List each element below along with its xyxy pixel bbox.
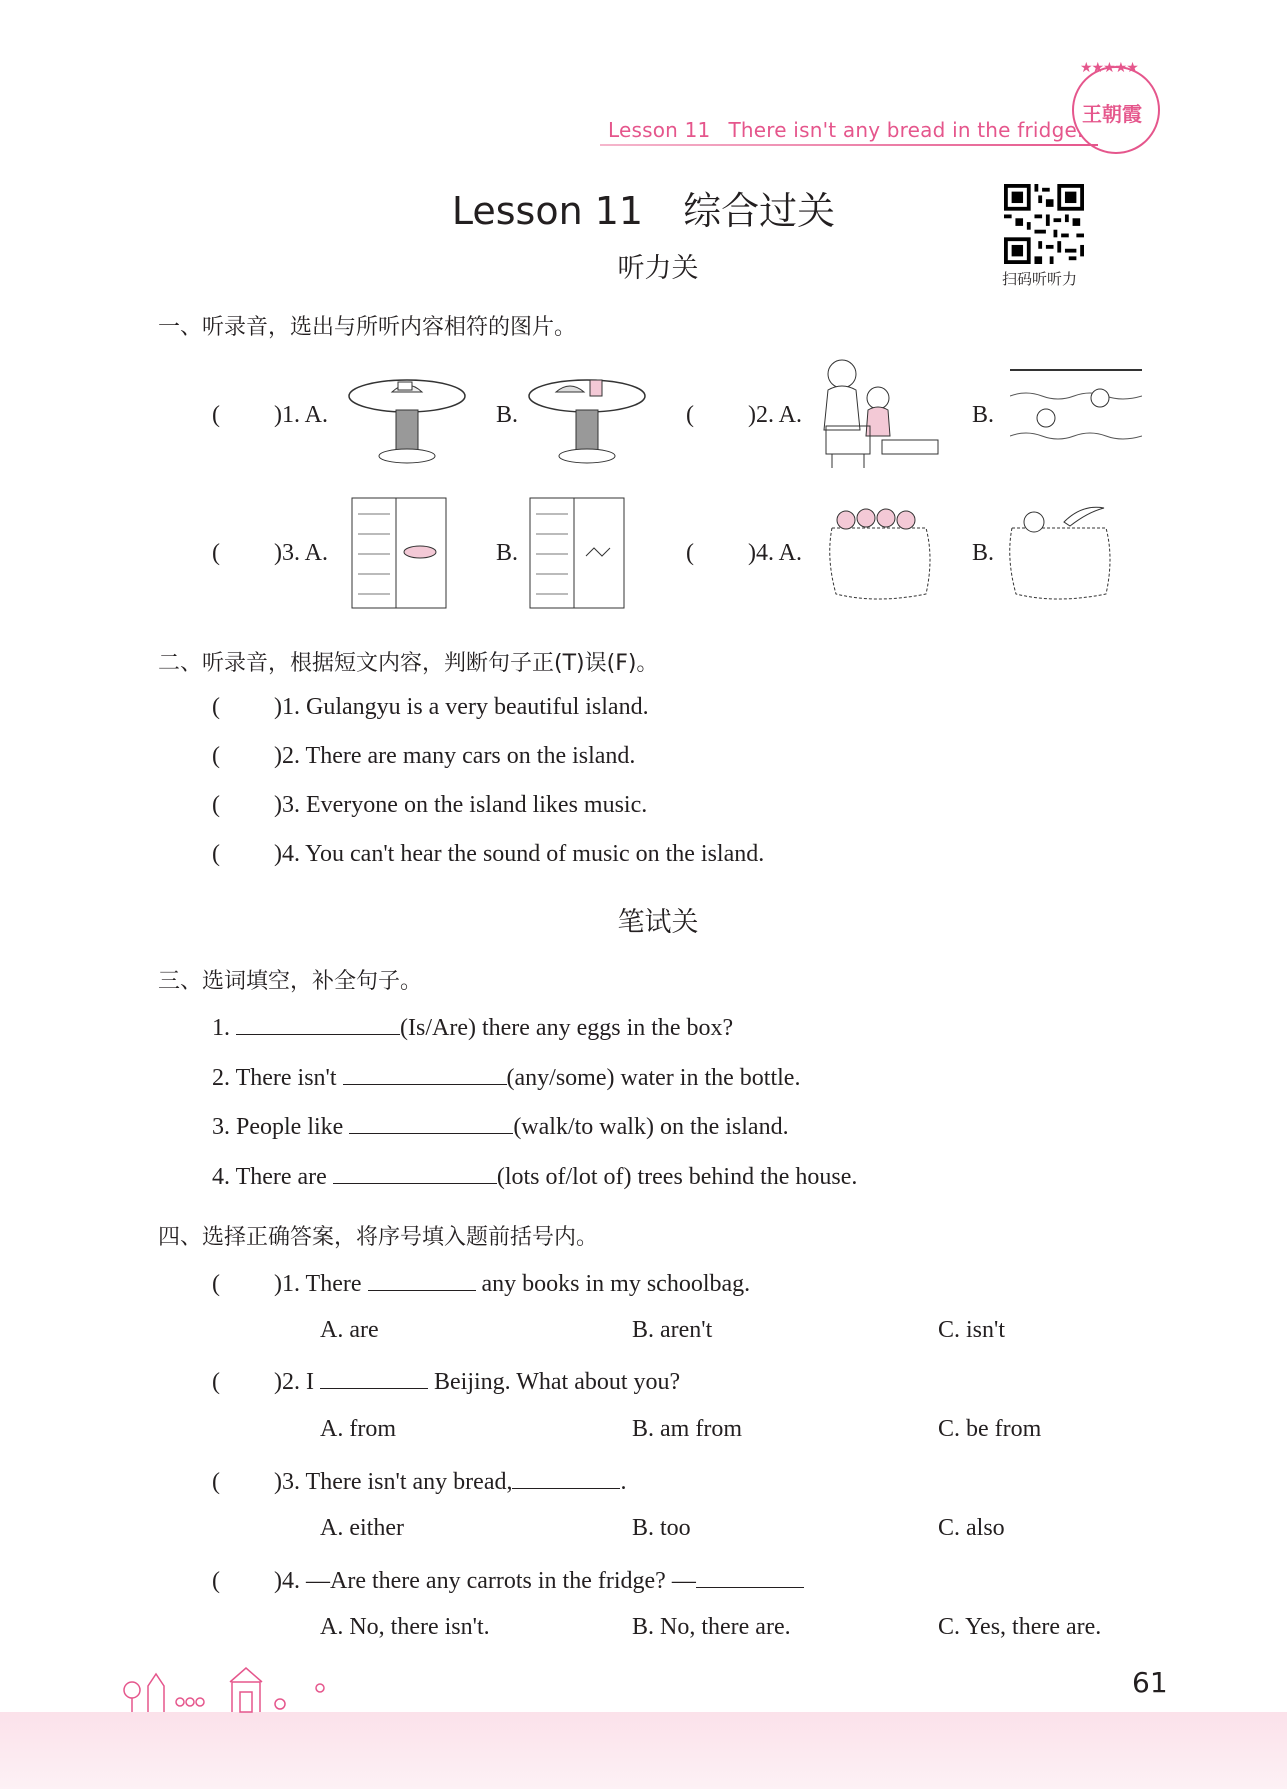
part3-item1 [212,1012,733,1042]
part1-item2-b: B. [972,402,995,428]
answer-paren-open[interactable]: ( [212,1369,220,1395]
page-number: 61 [1132,1666,1168,1699]
answer-paren-open[interactable]: ( [212,1568,220,1594]
part4-item4 [212,1565,804,1595]
writing-section-title: 笔试关 [617,907,699,938]
part1-item2 [686,402,802,429]
part1-item3-b: B. [496,540,519,566]
part4-item4-pre: )4. —Are there any carrots in the fridge? — [274,1568,696,1594]
part3-item1-post: (Is/Are) there any eggs in the box? [400,1015,734,1041]
fill-blank[interactable] [333,1161,497,1184]
running-head [608,118,1102,143]
option-b[interactable]: B. No, there are. [632,1614,791,1640]
running-head-lesson: Lesson 11 [608,118,711,142]
part1-item1-b: B. [496,402,519,428]
page-title [0,180,1287,235]
option-b[interactable]: B. aren't [632,1317,713,1343]
part2-item2 [212,743,635,770]
part3-item4-post: (lots of/lot of) trees behind the house. [496,1164,858,1190]
part2-item1 [212,694,649,721]
mother-and-child-shopping-image[interactable] [822,356,944,472]
table-with-fruit-and-juice-image[interactable] [526,370,648,464]
part1-item4 [686,540,802,567]
answer-paren-open[interactable]: ( [686,540,694,566]
part3-item4 [212,1161,857,1191]
part1-item4-num: )4. A. [748,540,802,566]
fill-blank[interactable] [349,1111,513,1134]
option-b[interactable]: B. am from [632,1416,742,1442]
option-a[interactable]: A. either [320,1515,404,1541]
part4-heading: 四、选择正确答案，将序号填入题前括号内。 [158,1225,599,1250]
part4-item1 [212,1268,750,1298]
answer-paren-open[interactable]: ( [212,792,220,818]
part3-heading: 三、选词填空，补全句子。 [158,969,423,994]
fill-blank[interactable] [512,1466,620,1489]
option-b[interactable]: B. too [632,1515,691,1541]
option-c[interactable]: C. isn't [938,1317,1006,1343]
logo-stars-icon: ★★★★★ [1080,61,1138,76]
option-a[interactable]: A. are [320,1317,379,1343]
part1-item1-num: )1. A. [274,402,328,428]
fill-blank[interactable] [343,1062,507,1085]
running-head-subtitle: There isn't any bread in the fridge. [728,118,1084,142]
header-rule [600,144,1098,146]
part4-item3 [212,1466,626,1496]
part4-item3-post: . [620,1469,627,1495]
part3-item3 [212,1111,789,1141]
qr-caption: 扫码听听力 [1002,270,1078,288]
answer-paren-open[interactable]: ( [686,402,694,428]
open-fridge-with-vegetables-image[interactable] [528,494,628,612]
part3-item3-pre: 3. People like [212,1114,344,1140]
part1-heading: 一、听录音，选出与所听内容相符的图片。 [158,315,577,340]
part4-item2 [212,1366,680,1396]
part2-item2-text: )2. There are many cars on the island. [274,743,636,769]
table-with-bread-image[interactable] [346,370,468,464]
bag-of-bananas-image[interactable] [1004,504,1116,600]
part1-item4-b: B. [972,540,995,566]
bag-of-peaches-image[interactable] [824,506,934,600]
open-fridge-with-meat-image[interactable] [350,494,450,612]
part3-item2-post: (any/some) water in the bottle. [506,1065,801,1091]
part3-item2-pre: 2. There isn't [212,1065,337,1091]
part4-item3-pre: )3. There isn't any bread, [274,1469,513,1495]
option-a[interactable]: A. from [320,1416,396,1442]
part2-item3-text: )3. Everyone on the island likes music. [274,792,648,818]
fill-blank[interactable] [368,1268,476,1291]
part2-item1-text: )1. Gulangyu is a very beautiful island. [274,694,649,720]
children-swimming-image[interactable] [1010,366,1142,466]
answer-paren-open[interactable]: ( [212,841,220,867]
fill-blank[interactable] [696,1565,804,1588]
part2-item4-text: )4. You can't hear the sound of music on the island. [274,841,765,867]
part3-item3-post: (walk/to walk) on the island. [513,1114,789,1140]
page-title-name: 综合过关 [683,189,836,233]
option-a[interactable]: A. No, there isn't. [320,1614,490,1640]
page-title-lesson: Lesson 11 [451,189,644,233]
part3-item1-pre: 1. [212,1015,230,1041]
answer-paren-open[interactable]: ( [212,1271,220,1297]
publisher-logo-text: 王朝霞 [1082,104,1142,126]
part2-item3 [212,792,647,819]
castle-and-trees-icon [120,1644,340,1716]
part4-item2-pre: )2. I [274,1369,314,1395]
part1-item1 [212,402,328,429]
listening-section-title: 听力关 [617,253,699,284]
part4-item1-post: any books in my schoolbag. [481,1271,751,1297]
part4-item1-pre: )1. There [274,1271,362,1297]
fill-blank[interactable] [236,1012,400,1035]
answer-paren-open[interactable]: ( [212,402,220,428]
answer-paren-open[interactable]: ( [212,743,220,769]
option-c[interactable]: C. be from [938,1416,1042,1442]
answer-paren-open[interactable]: ( [212,1469,220,1495]
answer-paren-open[interactable]: ( [212,694,220,720]
option-c[interactable]: C. also [938,1515,1005,1541]
footer-band [0,1712,1287,1789]
part1-item3 [212,540,328,567]
part1-item3-num: )3. A. [274,540,328,566]
option-c[interactable]: C. Yes, there are. [938,1614,1102,1640]
part1-item2-num: )2. A. [748,402,802,428]
part4-item2-post: Beijing. What about you? [433,1369,681,1395]
part2-heading: 二、听录音，根据短文内容，判断句子正(T)误(F)。 [158,651,659,676]
fill-blank[interactable] [320,1366,428,1389]
answer-paren-open[interactable]: ( [212,540,220,566]
part2-item4 [212,841,764,868]
part3-item4-pre: 4. There are [212,1164,327,1190]
part3-item2 [212,1062,800,1092]
